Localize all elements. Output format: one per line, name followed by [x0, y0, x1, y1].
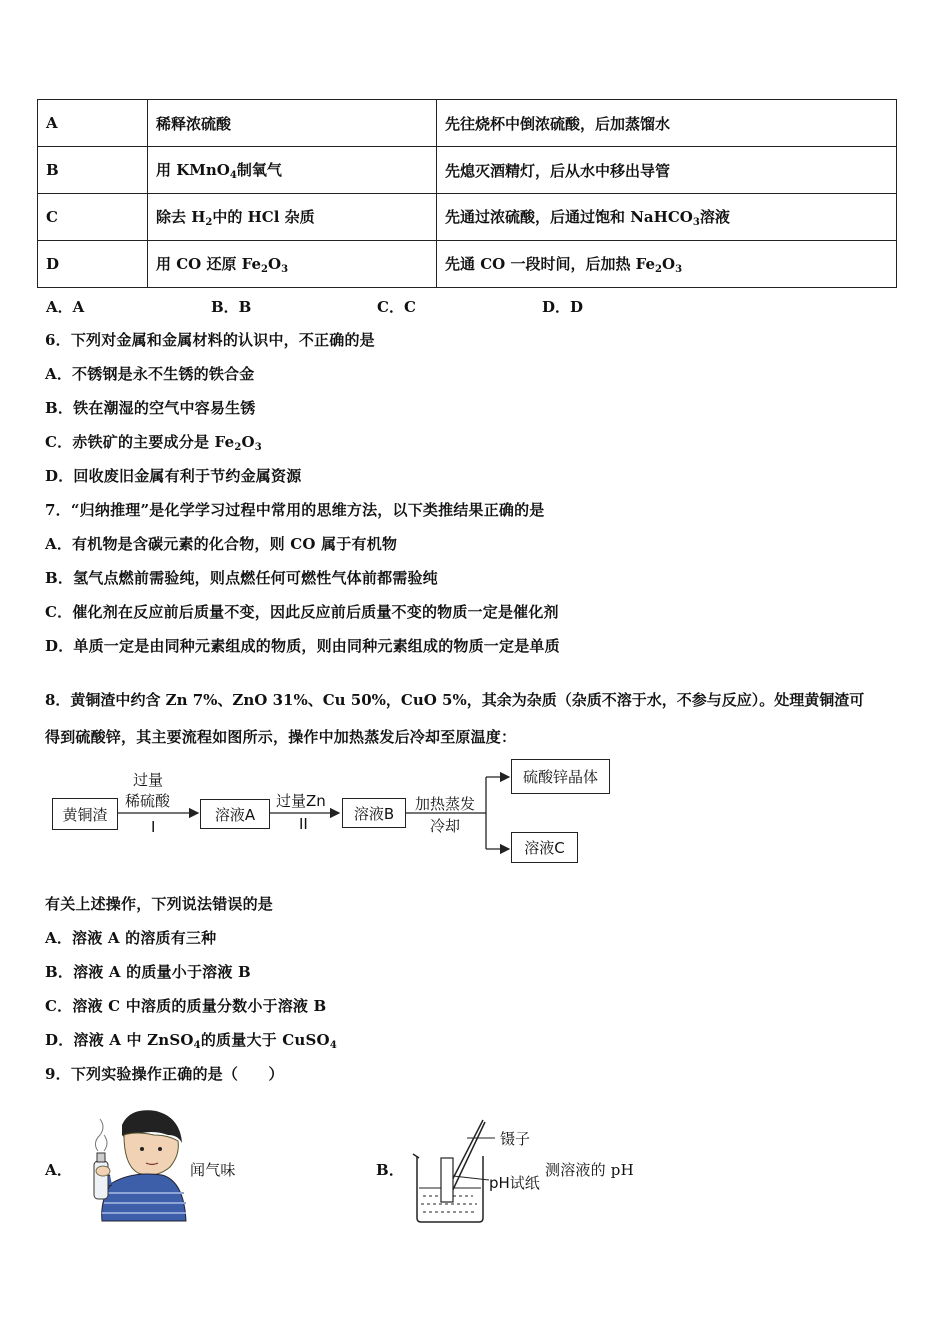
row-label: A — [38, 100, 148, 147]
q9-option-b-label[interactable]: B． — [376, 1161, 405, 1179]
row-experiment: 用 CO 还原 $Fe_2O_3$ — [148, 241, 437, 288]
flow-box-solution-b: 溶液B — [342, 798, 406, 828]
row-experiment: 稀释浓硫酸 — [148, 100, 437, 147]
flow-label-excess-zn: 过量Zn — [276, 792, 326, 810]
flow-label-dilute-acid: 稀硫酸 — [125, 792, 171, 810]
row-experiment: 用 KMnO$_4$制氧气 — [148, 147, 437, 194]
q8-option-c[interactable]: C．溶液 C 中溶质的质量分数小于溶液 B — [45, 997, 327, 1015]
question-6-stem: 6．下列对金属和金属材料的认识中，不正确的是 — [45, 331, 375, 349]
experiment-table — [37, 99, 897, 288]
q7-option-a[interactable]: A．有机物是含碳元素的化合物，则 CO 属于有机物 — [45, 535, 398, 553]
q9-option-b-caption: 测溶液的 pH — [545, 1161, 634, 1179]
flow-box-solution-a: 溶液A — [200, 799, 270, 829]
question-7-stem: 7．“归纳推理”是化学学习过程中常用的思维方法，以下类推结果正确的是 — [45, 501, 545, 519]
question-9-stem: 9．下列实验操作正确的是（ ） — [45, 1065, 284, 1083]
answer-option-d[interactable]: D．D — [542, 298, 584, 316]
q8-option-d[interactable]: D．溶液 A 中 ZnSO$_4$的质量大于 CuSO$_4$ — [45, 1031, 337, 1051]
row-order: 先通过浓硫酸，后通过饱和 NaHCO$_3$溶液 — [437, 194, 897, 241]
q6-option-a[interactable]: A．不锈钢是永不生锈的铁合金 — [45, 365, 255, 383]
flow-label-step-ii: II — [299, 815, 308, 833]
q7-option-c[interactable]: C．催化剂在反应前后质量不变，因此反应前后质量不变的物质一定是催化剂 — [45, 603, 559, 621]
q7-option-d[interactable]: D．单质一定是由同种元素组成的物质，则由同种元素组成的物质一定是单质 — [45, 637, 560, 655]
question-8-stem-line2: 得到硫酸锌，其主要流程如图所示，操作中加热蒸发后冷却至原温度： — [45, 728, 517, 746]
row-label: B — [38, 147, 148, 194]
flow-box-zinc-sulfate-crystal: 硫酸锌晶体 — [511, 759, 610, 794]
row-order: 先通 CO 一段时间，后加热 $Fe_2O_3$ — [437, 241, 897, 288]
q9-option-a-label[interactable]: A． — [45, 1161, 73, 1179]
table-row — [38, 147, 897, 194]
smell-illustration — [72, 1105, 190, 1225]
flow-box-brass-slag: 黄铜渣 — [52, 798, 118, 830]
row-label: D — [38, 241, 148, 288]
answer-option-b[interactable]: B．B — [211, 298, 252, 316]
row-order: 先熄灭酒精灯，后从水中移出导管 — [437, 147, 897, 194]
label-ph-paper: pH试纸 — [489, 1174, 540, 1192]
row-experiment: 除去 $H_2$中的 HCl 杂质 — [148, 194, 437, 241]
q9-option-a-caption: 闻气味 — [190, 1161, 236, 1179]
answer-option-a[interactable]: A．A — [46, 298, 85, 316]
q8-option-a[interactable]: A．溶液 A 的溶质有三种 — [45, 929, 217, 947]
question-8-stem-line1: 8．黄铜渣中约含 Zn 7%、ZnO 31%、Cu 50%，CuO 5%，其余为杂质（杂质不溶于水，不参与反应）。处理黄铜渣可 — [45, 691, 865, 709]
row-order: 先往烧杯中倒浓硫酸，后加蒸馏水 — [437, 100, 897, 147]
flow-label-cool: 冷却 — [430, 817, 461, 835]
answer-option-c[interactable]: C．C — [377, 298, 416, 316]
table-row — [38, 194, 897, 241]
q6-option-b[interactable]: B．铁在潮湿的空气中容易生锈 — [45, 399, 256, 417]
q6-option-d[interactable]: D．回收废旧金属有利于节约金属资源 — [45, 467, 302, 485]
row-label: C — [38, 194, 148, 241]
flow-label-heat-evaporate: 加热蒸发 — [415, 795, 476, 813]
flow-label-step-i: I — [151, 818, 156, 836]
q6-option-c[interactable]: C．赤铁矿的主要成分是 $Fe_2O_3$ — [45, 433, 262, 453]
label-tweezers: 镊子 — [500, 1130, 531, 1148]
table-row — [38, 100, 897, 147]
ph-test-illustration — [405, 1118, 495, 1228]
q8-prompt: 有关上述操作，下列说法错误的是 — [45, 895, 274, 913]
q8-option-b[interactable]: B．溶液 A 的质量小于溶液 B — [45, 963, 251, 981]
flow-label-excess: 过量 — [133, 771, 164, 789]
flow-box-solution-c: 溶液C — [511, 832, 578, 863]
table-row — [38, 241, 897, 288]
q7-option-b[interactable]: B．氢气点燃前需验纯，则点燃任何可燃性气体前都需验纯 — [45, 569, 438, 587]
